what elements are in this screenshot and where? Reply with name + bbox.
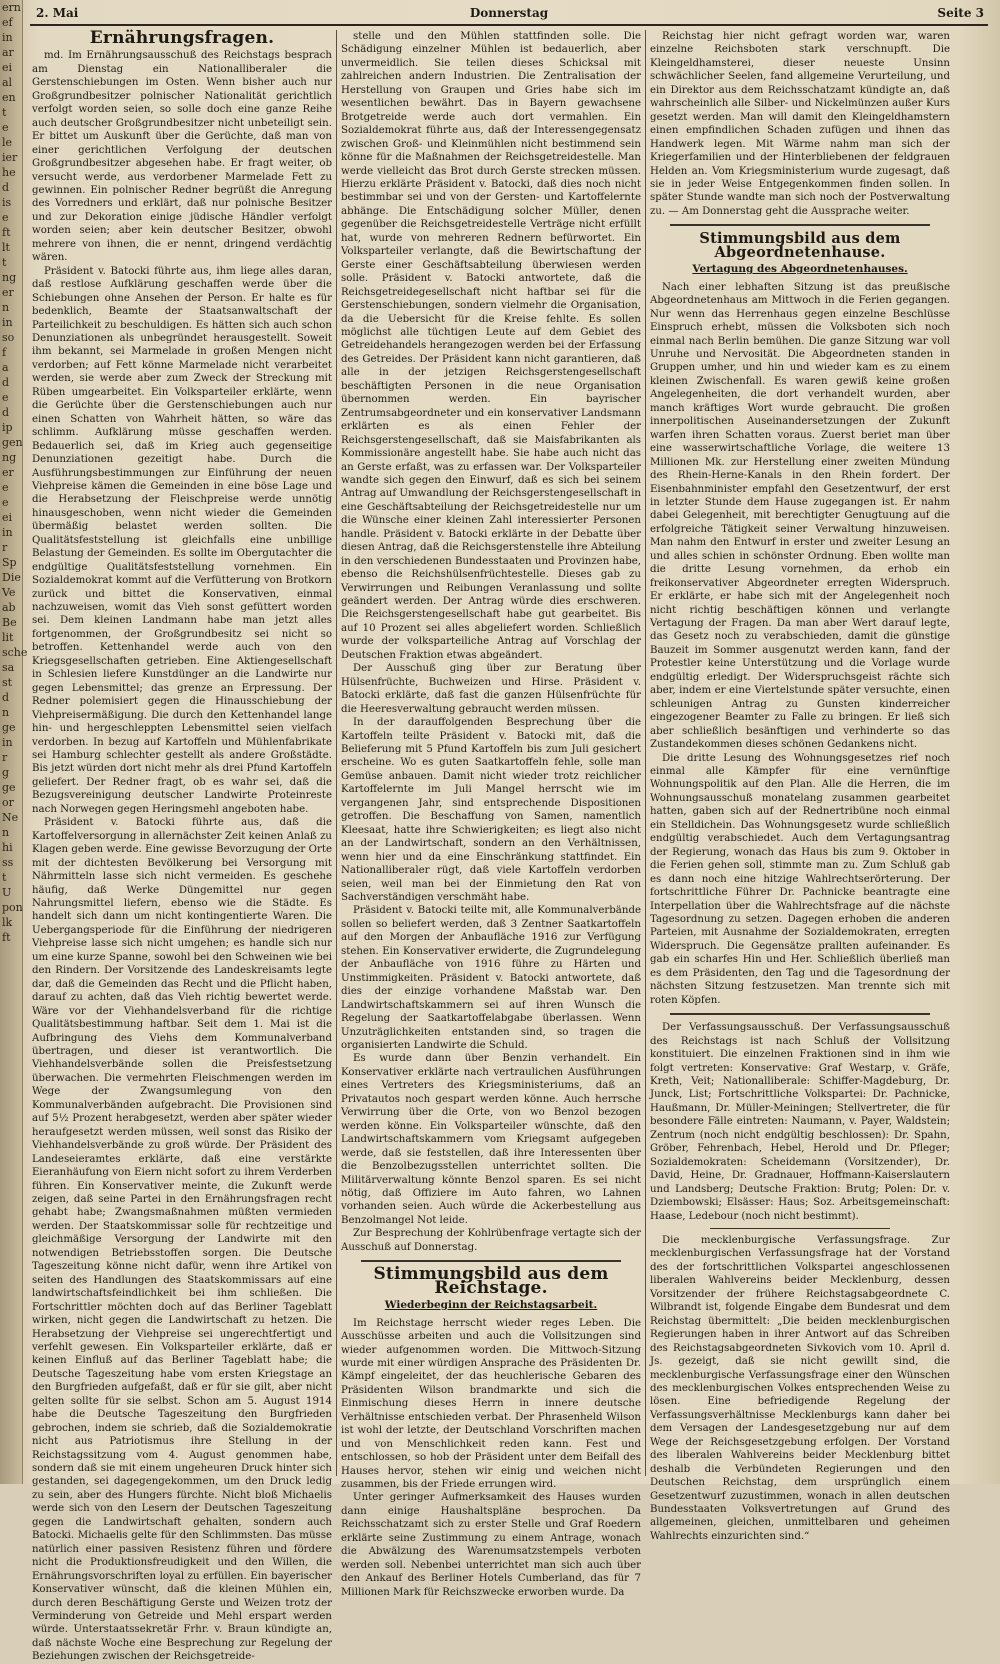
adjacent-page-fragment: e xyxy=(2,496,9,509)
adjacent-page-fragment: ern xyxy=(2,1,21,14)
article-paragraph: Präsident v. Batocki teilte mit, alle Kommunalverbände sollen so beliefert werden, daß 3 Zentner Saatkartoffeln auf den Morgen der Anbaufläche 1916 zur Verfügung stehen. Ein Konservativer erwiderte, die Zugrundelegung der Anbaufläche von 1916 führe zu Härten und Unstimmigkeiten. Präsident v. Batocki antwortete, daß dies der einzige vorhandene Maßstab war. Den Landwirtschaftskammern sei auf ihren Wunsch die Regelung der Saatkartoffelabgabe überlassen. Wenn Unzuträglichkeiten entstanden sind, so tragen die organisierten Landwirte die Schuld. xyxy=(341,905,641,1051)
adjacent-page-fragment: ar xyxy=(2,46,14,59)
adjacent-page-fragment: ei xyxy=(2,511,13,524)
article-subtitle-reichstag: Wiederbeginn der Reichstagsarbeit. xyxy=(384,1299,598,1312)
adjacent-page-fragment: sa xyxy=(2,661,15,674)
adjacent-page-fragment: n xyxy=(2,826,10,839)
adjacent-page-fragment: a xyxy=(2,361,9,374)
article-paragraph: Nach einer lebhaften Sitzung ist das preußische Abgeordnetenhaus am Mittwoch in die Ferien gegangen. Nur wenn das Herrenhaus gegen einzelne Beschlüsse Einspruch erhebt, müssen die Volksboten sich noch einmal nach Berlin bemühen. Die ganze Sitzung war voll Unruhe und Nervosität. Die Abgeordneten standen in Gruppen umher, und hin und wieder kam es zu einem kleinen Zwischenfall. Es waren gewiß keine großen Angelegenheiten, die dort verhandelt wurden, aber manch kräftiges Wort wurde gebraucht. Die großen innerpolitischen Auseinandersetzungen der Zukunft warfen ihren Schatten voraus. Zuerst beriet man über eine wasserwirtschaftliche Vorlage, die weitere 13 Millionen Mk. zur Herstellung einer zweiten Mündung des Rhein-Herne-Kanals in den Rhein fordert. Der Eisenbahnminister empfahl den Gesetzentwurf, der erst in letzter Stunde dem Hause zugegangen ist. Er nahm dabei Gelegenheit, mit berechtigter Genugtuung auf die erfolgreiche Tätigkeit seiner Verwaltung hinzuweisen. Man nahm den Entwurf in erster und zweiter Lesung an und alles schien in schönster Ordnung. Eben wollte man die dritte Lesung vornehmen, da erhob ein freikonservativer Abgeordneter erregten Widerspruch. Er erklärte, er habe sich mit der Angelegenheit noch nicht richtig beschäftigen können und verlangte Vertagung der Fragen. Da man aber Wert darauf legte, das Gesetz noch zu verabschieden, damit die günstige Bauzeit im Sommer ausgenutzt werden kann, fand der Protestler keine Unterstützung und die Vorlage wurde endgültig erledigt. Der Widerspruchsgeist rächte sich aber, indem er eine Viertelstunde später versuchte, einen schleunigen Antrag zu Gunsten kinderreicher eingezogener Beamter zu Falle zu bringen. Er ließ sich aber schließlich besänftigen und verhinderte so das Zustandekommen dieses schönen Gedankens nicht. xyxy=(650,281,950,751)
article-paragraph: Präsident v. Batocki führte aus, daß die Kartoffelversorgung in allernächster Zeit keinen Anlaß zu Klagen geben werde. Eine gewisse Bevorzugung der Orte mit der dichtesten Bevölkerung bei Versorgung mit Nährmitteln lasse sich nicht vermeiden. Es geschehe häufig, daß Werke Düngemittel nur gegen Nahrungsmittel liefern, ebenso wie die Städte. Es handelt sich dann um nicht kontingentierte Waren. Die Uebergangsperiode für die Einführung der niedrigeren Viehpreise lasse sich nicht umgehen; es handle sich nur um eine kurze Spanne, sowohl bei den Schweinen wie bei den Rindern. Der Vorsitzende des Landeskreisamts legte dar, daß die Gemeinden das Recht und die Pflicht haben, darauf zu achten, daß das Vieh richtig bewertet werde. Wäre vor der Viehhandelsverband für die richtige Qualitätsbestimmung haftbar. Seit dem 1. Mai ist die Aufbringung des Viehs dem Kommunalverband übertragen, und dieser ist verantwortlich. Die Viehhandelsverbände sollen die Preisfestsetzung überwachen. Die vermehrten Fleischmengen werden im Wege der Zwangsumlegung von den Kommunalverbänden aufgebracht. Die Provisionen sind auf 5½ Prozent herabgesetzt, werden aber später wieder heraufgesetzt werden müssen, weil sonst das Risiko der Viehhandelsverbände zu groß würde. Der Präsident des Landeseieramtes erklärte, daß eine verstärkte Eieranhäufung von Eiern nicht sofort zu ihrem Verderben führen. Ein Konservativer meinte, die Zukunft werde zeigen, daß seine Partei in den Ernährungsfragen recht gehabt habe; Zwangsmaßnahmen müßten vermieden werden. Der Staatskommissar solle für rechtzeitige und gleichmäßige Versorgung der Landwirte mit den notwendigen Betriebsstoffen sorgen. Die Deutsche Tageszeitung könne nicht dafür, wenn ihre Artikel von seiten des Handlungen des Staatskommissars auf eine landwirtschaftsfeindlichkeit bei ihm schließen. Die Fortschrittler möchten doch auf das Berliner Tageblatt wirken, nicht gegen die Landwirtschaft zu hetzen. Die Herabsetzung der Viehpreise sei ungerechtfertigt und verfehlt gewesen. Ein Volksparteiler erklärte, daß er keinen Einfluß auf das Berliner Tageblatt habe; die Deutsche Tageszeitung habe vom ersten Kriegstage an den Burgfrieden aufgefaßt, daß er für sie gilt, aber nicht gelten sollte für sie selbst. Schon am 5. August 1914 habe die Deutsche Tageszeitung den Burgfrieden gebrochen, indem sie schrieb, daß die Sozialdemokratie nicht aus Patriotismus ihre Stellung in der Reichstagssitzung vom 4. August genommen habe, sondern daß sie mit einem ungeheuren Druck hinter sich gestanden, sei dagegengekommen, um den Druck ledig zu sein, aber des Hungers fürchte. Nicht bloß Michaelis werde sich von den Lesern der Deutschen Tageszeitung gegen die Landwirtschaft gehalten, sondern auch Batocki. Michaelis gelte für den Schlimmsten. Das müsse natürlich einer passiven Resistenz führen und fördere nicht die Produktionsfreudigkeit und den Willen, die Ernährungsvorschriften loyal zu erfüllen. Ein bayerischer Konservativer wünscht, daß die kleinen Mühlen ein, durch deren Beschäftigung Gerste und Weizen trotz der Verminderung von Getreide und Mehl erspart werden würde. Unterstaatssekretär Frhr. v. Braun kündigte an, daß nächste Woche eine Besprechung zur Regelung der Beziehungen zwischen der Reichsgetreide- xyxy=(32,817,332,1663)
article-subtitle-abgeordnetenhaus: Vertagung des Abgeordnetenhauses. xyxy=(692,263,908,276)
article-paragraph: Die dritte Lesung des Wohnungsgesetzes rief noch einmal alle Kämpfer für eine vernünftige Wohnungspolitik auf den Plan. Alle die Herren, die im Wohnungsausschuß monatelang zusammen gearbeitet hatten, gaben sich auf der Rednertribüne noch einmal ein Stelldichein. Das Wohnungsgesetz wurde schließlich endgültig verabschiedet. Auch dem Vertagungsantrag der Regierung, wonach das Haus bis zum 9. Oktober in die Ferien gehen soll, stimmte man zu. Zum Schluß gab es dann noch eine hitzige Wahlrechtserörterung. Der fortschrittliche Führer Dr. Pachnicke beantragte eine Interpellation über die Wahlrechtsfrage auf die nächste Tagesordnung zu setzen. Dagegen erhoben die anderen Parteien, mit Ausnahme der Sozialdemokraten, erregten Widerspruch. Die Gegensätze prallten aufeinander. Es gab ein scharfes Hin und Her. Schließlich überließ man es dem Präsidenten, den Tag und die Tagesordnung der nächsten Sitzung festzusetzen. Man trennte sich mit roten Köpfen. xyxy=(650,752,950,1006)
adjacent-page-fragment: ft xyxy=(2,226,11,239)
article-paragraph: Der Ausschuß ging über zur Beratung über Hülsenfrüchte, Buchweizen und Hirse. Präsident v. Batocki erklärte, daß fast die ganzen Hülsenfrüchte für die Heeresverwaltung gebraucht werden müssen. xyxy=(341,663,641,715)
article-title-reichstag: Stimmungsbild aus dem Reichstage. xyxy=(373,1264,609,1298)
adjacent-page-fragment: ip xyxy=(2,421,13,434)
adjacent-page-fragment: n xyxy=(2,301,10,314)
adjacent-page-fragment: Ve xyxy=(2,586,16,599)
header-day: Donnerstag xyxy=(469,6,549,20)
adjacent-page-fragment: ei xyxy=(2,61,13,74)
adjacent-page-fragment: Die xyxy=(2,571,21,584)
adjacent-page-fragment: ef xyxy=(2,16,13,29)
article-separator xyxy=(670,224,930,226)
article-paragraph: Es wurde dann über Benzin verhandelt. Ein Konservativer erklärte nach vertraulichen Ausführungen eines Vertreters des Kriegsministeriums, daß an Privatautos noch gespart werden könne. Auch herrsche Verwirrung über die Orte, von wo Benzol bezogen werden könne. Ein Volksparteiler wünschte, daß den Landwirtschaftskammern vom Kriegsamt aufgegeben werde, daß sie feststellen, daß ihre Interessenten über die Benzolbezugsstellen unterrichtet sollten. Die Militärverwaltung könnte Benzol sparen. Es sei nicht nötig, daß Offiziere im Auto fahren, wo Lahnen vorhanden seien. Auch würde die Ackerbestellung aus Benzolmangel Not leide. xyxy=(341,1053,641,1226)
article-separator xyxy=(670,1013,930,1015)
header-page-number: Seite 3 xyxy=(937,6,984,20)
adjacent-page-fragment: e xyxy=(2,391,9,404)
adjacent-page-fragment: e xyxy=(2,211,9,224)
adjacent-page-fragment: he xyxy=(2,166,16,179)
adjacent-page-strip xyxy=(0,0,28,1484)
adjacent-page-fragment: t xyxy=(2,871,7,884)
article-separator xyxy=(361,1260,621,1262)
article-separator xyxy=(710,1228,890,1229)
article-paragraph: stelle und den Mühlen stattfinden solle. Die Schädigung einzelner Mühlen ist bedauerlich, aber unvermeidlich. Sie teilen dieses Schicksal mit zahlreichen andern Industrien. Die Zentralisation der Herstellung von Graupen und Gries habe sich im wesentlichen bewährt. Das in Bayern gewachsene Brotgetreide werde auch dort vermahlen. Ein Sozialdemokrat führte aus, daß der Interessengegensatz zwischen Groß- und Kleinmühlen nicht bestimmend sein könne für die Maßnahmen der Reichsgetreidestelle. Man werde vielleicht das Brot durch Gerste strecken müssen. Hierzu erklärte Präsident v. Batocki, daß dies noch nicht bestimmbar sei und von der Gersten- und Kartoffelernte abhänge. Die Entschädigung solcher Müller, denen gegenüber die Reichsgetreidestelle Verträge nicht erfüllt hat, wurde von mehreren Rednern befürwortet. Ein Volksparteiler verlangte, daß die Bewirtschaftung der Gerste einer Geschäftsabteilung überwiesen werden solle. Präsident v. Batocki antwortete, daß die Reichsgetreidegesellschaft nicht haftbar sei für die Gerstenschiebungen, sondern vielmehr die Organisation, da die Uebersicht für die Kreise fehlte. Es sollen möglichst alle tüchtigen Leute auf dem Gebiet des Getreidehandels herangezogen werden bei der Erfassung des Getreides. Der Präsident kann nicht garantieren, daß alle in der jetzigen Reichsgerstengesellschaft beschäftigten Personen in die neue Organisation übernommen werden. Ein bayrischer Zentrumsabgeordneter und ein konservativer Landsmann erklärten es als einen Fehler der Reichsgerstengesellschaft, daß sie Maisfabrikanten als Kommissionäre angestellt habe. Sie habe auch nicht das an Gerste erfaßt, was zu erfassen war. Der Volksparteiler wandte sich gegen den Einwurf, daß es sich bei seinem Antrag auf Umwandlung der Reichsgerstengesellschaft in eine Geschäftsabteilung der Reichsgetreidestelle nur um die Wünsche einer kleinen Zahl interessierter Personen handle. Präsident v. Batocki erklärte in der Debatte über diesen Antrag, daß die Reichsgerstenstelle ihre Abteilung in den verschiedenen Bundesstaaten und Provinzen habe, ebenso die Reichshülsenfrüchtestelle. Dieses gab zu Verwirrungen und Reibungen Veranlassung und sollte geändert werden. Der Antrag würde dies erschweren. Die Reichsgerstengesellschaft habe gut gearbeitet. Bis auf 10 Prozent sei alles abgeliefert worden. Schließlich wurde der volksparteiliche Antrag auf Vorschlag der Deutschen Fraktion etwas abgeändert. xyxy=(341,31,641,661)
adjacent-page-fragment: le xyxy=(2,136,13,149)
column-3 xyxy=(650,30,950,1542)
article-paragraph: md. Im Ernährungsausschuß des Reichstags besprach am Dienstag ein Nationalliberaler die Gerstenschiebungen im Osten. Wenn bisher auch nur Großgrundbesitzer polnischer Nationalität gerichtlich verfolgt worden seien, so solle doch eine ganze Reihe auch deutscher Großgrundbesitzer nicht unbeteiligt sein. Er bittet um Auskunft über die Gerüchte, daß man von einer gerichtlichen Verfolgung der deutschen Großgrundbesitzer abgesehen habe. Er fragt weiter, ob versucht werde, aus verdorbener Marmelade Fett zu gewinnen. Ein polnischer Redner begrüßt die Anregung des Vorredners und erklärt, daß nur polnische Besitzer und zur Dekoration einige jüdische Händler verfolgt worden seien; aber kein deutscher Besitzer, obwohl mehrere von ihnen, die er nennt, dringend verdächtig wären. xyxy=(32,50,332,264)
adjacent-page-fragment: ab xyxy=(2,601,16,614)
adjacent-page-fragment: f xyxy=(2,346,7,359)
adjacent-page-fragment: is xyxy=(2,196,12,209)
header-date: 2. Mai xyxy=(36,6,79,20)
adjacent-page-fragment: pon xyxy=(2,901,23,914)
adjacent-page-fragment: in xyxy=(2,31,13,44)
column-rule-2 xyxy=(645,30,646,1476)
adjacent-page-fragment: in xyxy=(2,736,13,749)
adjacent-page-fragment: in xyxy=(2,316,13,329)
adjacent-page-fragment: d xyxy=(2,376,10,389)
adjacent-page-fragment: t xyxy=(2,106,7,119)
article-paragraph: Der Verfassungsausschuß. Der Verfassungsausschuß des Reichstags ist nach Schluß der Vollsitzung konstituiert. Die einzelnen Fraktionen sind in ihm wie folgt vertreten: Konservative: Graf Westarp, v. Gräfe, Kreth, Veit; Nationalliberale: Schiffer-Magdeburg, Dr. Junck, List; Fortschrittliche Volkspartei: Dr. Pachnicke, Haußmann, Dr. Müller-Meiningen; Stellvertreter, die für besondere Fälle eintreten: Naumann, v. Payer, Waldstein; Zentrum (noch nicht endgültig beschlossen): Dr. Spahn, Gröber, Fehrenbach, Hebel, Herold und Dr. Pfleger; Sozialdemokraten: Scheidemann (Vorsitzender), Dr. David, Heine, Dr. Gradnauer, Hoffmann-Kaiserslautern und Landsberg; Deutsche Fraktion: Brutg; Polen: Dr. v. Dziembowski; Elsässer: Haus; Soz. Arbeitsgemeinschaft: Haase, Ledebour (noch nicht bestimmt). xyxy=(650,1022,950,1222)
adjacent-page-fragment: st xyxy=(2,676,13,689)
adjacent-page-fragment: er xyxy=(2,466,14,479)
adjacent-page-fragment: in xyxy=(2,526,13,539)
adjacent-page-fragment: ier xyxy=(2,151,18,164)
adjacent-page-fragment: lt xyxy=(2,241,10,254)
article-paragraph: Präsident v. Batocki führte aus, ihm liege alles daran, daß restlose Aufklärung geschaffen werde über die Schiebungen ohne Ansehen der Person. Er halte es für bedenklich, Beamte der Staatsanwaltschaft der Parteilichkeit zu beschuldigen. Es hätten sich auch schon Denunziationen als unbegründet herausgestellt. Soweit ihm bekannt, sei Marmelade in großen Mengen nicht verdorben; auf Fett könne Marmelade nicht verarbeitet werden, sie werde aber zum Zweck der Streckung mit Rüben umgearbeitet. Ein Volksparteiler erklärte, wenn die Gerüchte über die Gerstenschiebungen auch nur einen Schatten von Wahrheit hätten, so wäre das schlimm. Aufklärung müsse geschaffen werden. Bedauerlich sei, daß im Krieg auch gegenseitige Denunziationen gezeitigt habe. Durch die Ausführungsbestimmungen zur Einführung der neuen Viehpreise kämen die Gemeinden in eine böse Lage und die Herabsetzung der Fleischpreise werde unnötig hinausgeschoben, wenn nicht wieder die Gemeinden übermäßig belastet werden sollten. Die Qualitätsfeststellung ist gleichfalls eine unbillige Belastung der Gemeinden. Es sollte im Obergutachter die endgültige Qualitätsfeststellung vornehmen. Ein Sozialdemokrat kommt auf die Verfütterung von Brotkorn zurück und bittet die Konservativen, einmal nachzuweisen, womit das Vieh sonst gefüttert worden sei. Dem kleinen Landmann habe man jetzt alles fortgenommen, der Großgrundbesitz sei nicht so betroffen. Kettenhandel werde auch von den Kriegsgesellschaften getrieben. Eine Aktiengesellschaft in Schlesien liefere Kunstdünger an die Landwirte nur gegen Lebensmittel; das grenze an Erpressung. Der Redner polemisiert gegen die Hinausschiebung der Viehpreisermäßigung. Die durch den Kettenhandel lange hin- und hergeschleppten Lebensmittel seien vielfach verdorben. In bezug auf Kartoffeln und Mühlenfabrikate sei Hamburg schlechter gestellt als andere Großstädte. Bis jetzt würden dort nicht mehr als drei Pfund Kartoffeln geliefert. Der Redner fragt, ob es wahr sei, daß die Bezugsvereinigung deutscher Landwirte Proteinreste nach Norwegen gegen Heringsmehl angeboten habe. xyxy=(32,265,332,815)
adjacent-page-fragment: er xyxy=(2,286,14,299)
adjacent-page-fragment: Be xyxy=(2,616,17,629)
article-title-ernaehrungsfragen: Ernährungsfragen. xyxy=(89,28,275,48)
adjacent-page-fragment: r xyxy=(2,751,8,764)
adjacent-page-fragment: e xyxy=(2,481,9,494)
adjacent-page-fragment: t xyxy=(2,256,7,269)
adjacent-page-fragment: Ne xyxy=(2,811,19,824)
adjacent-page-fragment: lit xyxy=(2,631,14,644)
adjacent-page-fragment: ng xyxy=(2,451,17,464)
column-1 xyxy=(32,28,332,1663)
article-title-abgeordnetenhaus: Stimmungsbild aus dem Abgeordnetenhause. xyxy=(699,230,901,261)
adjacent-page-fragment: al xyxy=(2,76,13,89)
adjacent-page-fragment: e xyxy=(2,121,9,134)
adjacent-page-fragment: lk xyxy=(2,916,13,929)
adjacent-page-fragment: gen xyxy=(2,436,23,449)
adjacent-page-fragment: r xyxy=(2,541,8,554)
adjacent-page-fragment: so xyxy=(2,331,15,344)
article-paragraph: Reichstag hier nicht gefragt worden war, waren einzelne Reichsboten stark verschnupft. Die Kleingeldhamsterei, dieser neueste Unsinn schwächlicher Seelen, fand allgemeine Verurteilung, und ein Direktor aus dem Reichsschatzamt kündigte an, daß wahrscheinlich alle Silber- und Nickelmünzen außer Kurs gesetzt werden. Man will damit den Kleingeldhamstern einen empfindlichen Schaden zufügen und ihnen das Handwerk legen. Mit Wärme nahm man sich der Kriegerfamilien und der Hinterbliebenen der feldgrauen Helden an. Vom Kriegsministerium wurde zugesagt, daß sie in jeder Weise Entgegenkommen finden sollen. In später Stunde wandte man sich noch der Postverwaltung zu. — Am Donnerstag geht die Aussprache weiter. xyxy=(650,31,950,217)
adjacent-page-fragment: ft xyxy=(2,931,11,944)
article-paragraph: In der darauffolgenden Besprechung über die Kartoffeln teilte Präsident v. Batocki mit, daß die Belieferung mit 5 Pfund Kartoffeln bis zum Juli gesichert erscheine. Wo es guten Saatkartoffeln fehle, solle man Gemüse anbauen. Damit nicht wieder trotz reichlicher Kartoffelernte im Juli Mangel herrscht wie im vergangenen Jahr, sind entsprechende Dispositionen getroffen. Die Beschaffung von Samen, namentlich Kleesaat, hatte ihre Schwierigkeiten; es liegt also nicht an der Landwirtschaft, sondern an den Verhältnissen, wenn hier und da eine Einschränkung stattfindet. Ein Nationalliberaler rügt, daß viele Kartoffeln verdorben seien, weil man bei der Einmietung den Rat von Sachverständigen verschmäht habe. xyxy=(341,717,641,903)
adjacent-page-fragment: or xyxy=(2,796,14,809)
adjacent-page-fragment: U xyxy=(2,886,12,899)
adjacent-page-fragment: Sp xyxy=(2,556,17,569)
adjacent-page-fragment: d xyxy=(2,181,10,194)
adjacent-page-fragment: ng xyxy=(2,271,17,284)
adjacent-page-fragment: d xyxy=(2,406,10,419)
adjacent-page-fragment: sche xyxy=(2,646,28,659)
page-header xyxy=(30,6,988,26)
adjacent-page-fragment: en xyxy=(2,91,16,104)
column-rule-1 xyxy=(336,30,337,1476)
adjacent-page-fragment: ge xyxy=(2,781,16,794)
column-2 xyxy=(341,30,641,1598)
article-paragraph: Im Reichstage herrscht wieder reges Leben. Die Ausschüsse arbeiten und auch die Vollsitzungen sind wieder aufgenommen worden. Die Mittwoch-Sitzung wurde mit einer würdigen Ansprache des Präsidenten Dr. Kämpf eingeleitet, der das heuchlerische Gebaren des Präsidenten Wilson brandmarkte und sich die Einmischung dieses Herrn in innere deutsche Verhältnisse entschieden verbat. Der Phrasenheld Wilson ist wohl der letzte, der Deutschland Vorschriften machen und von Menschlichkeit reden kann. Fest und entschlossen, so hob der Präsident unter dem Beifall des Hauses hervor, stehen wir einig und weichen nicht zusammen, bis der Friede errungen wird. xyxy=(341,1317,641,1491)
adjacent-page-fragment: d xyxy=(2,691,10,704)
article-paragraph: Zur Besprechung der Kohlrübenfrage vertagte sich der Ausschuß auf Donnerstag. xyxy=(341,1228,641,1253)
adjacent-page-fragment: g xyxy=(2,766,10,779)
article-paragraph: Unter geringer Aufmerksamkeit des Hauses wurden dann einige Haushaltspläne besprochen. Da Reichsschatzamt sich zu erster Stelle und Graf Roedern erklärte seine Zustimmung zu einem Antrage, wonach die Abwälzung des Warenumsatzstempels verboten werden soll. Nebenbei unterrichtet man sich auch über den Ankauf des Berliner Hotels Cumberland, das für 7 Millionen Mark für Reichszwecke erworben wurde. Da xyxy=(341,1492,641,1598)
adjacent-page-fragment: hi xyxy=(2,841,13,854)
article-paragraph: Die mecklenburgische Verfassungsfrage. Zur mecklenburgischen Verfassungsfrage hat der Vorstand des der fortschrittlichen Volkspartei angeschlossenen liberalen Wahlvereins beider Mecklenburg, dessen Vorsitzender der frühere Reichstagsabgeordnete C. Wilbrandt ist, folgende Eingabe dem Bundesrat und dem Reichstag übermittelt: „Die beiden mecklenburgischen Regierungen haben in ihrer Antwort auf das Schreiben des Reichstagsabgeordneten Sivkovich vom 10. April d. Js. gezeigt, daß sie nicht gewillt sind, die mecklenburgische Verfassungsfrage einer den Wünschen des mecklenburgischen Volkes entsprechenden Weise zu lösen. Eine befriedigende Regelung der Verfassungsverhältnisse Mecklenburgs kann daher bei dem Versagen der Landesgesetzgebung nur auf dem Wege der Reichsgesetzgebung erfolgen. Der Vorstand des liberalen Wahlvereins beider Mecklenburg bittet deshalb die Verbündeten Regierungen und den Deutschen Reichstag, dem ursprünglich einem Gesetzentwurf zuzustimmen, wonach in allen deutschen Bundesstaaten Volksvertretungen auf Grund des allgemeinen, gleichen, unmittelbaren und geheimen Wahlrechts einzurichten sind.“ xyxy=(650,1234,950,1542)
adjacent-page-fragment: n xyxy=(2,706,10,719)
adjacent-page-fragment: ss xyxy=(2,856,14,869)
adjacent-page-fragment: ge xyxy=(2,721,16,734)
